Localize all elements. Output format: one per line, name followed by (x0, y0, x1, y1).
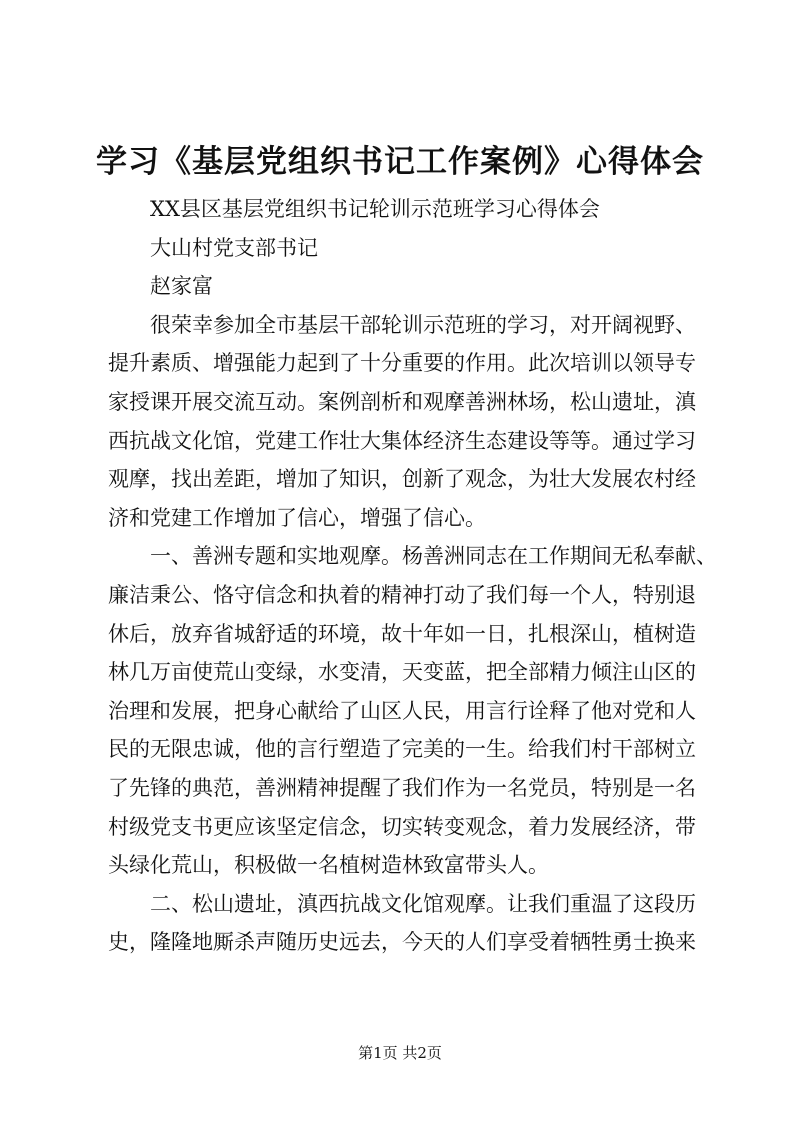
paragraph-1-line: 观摩，找出差距，增加了知识，创新了观念，为壮大发展农村经 (108, 467, 696, 492)
paragraph-3-line: 二、松山遗址，滇西抗战文化馆观摩。让我们重温了这段历 (150, 891, 696, 916)
page-footer: 第1页 共2页 (358, 1044, 442, 1062)
paragraph-1-line: 很荣幸参加全市基层干部轮训示范班的学习，对开阔视野、 (150, 312, 696, 337)
document-body (108, 190, 718, 962)
paragraph-1-line: 西抗战文化馆，党建工作壮大集体经济生态建设等等。通过学习 (108, 428, 696, 453)
paragraph-3-line: 史，隆隆地厮杀声随历史远去，今天的人们享受着牺牲勇士换来 (108, 930, 696, 955)
author-position: 大山村党支部书记 (150, 235, 318, 260)
paragraph-2-line: 廉洁秉公、恪守信念和执着的精神打动了我们每一个人，特别退 (108, 582, 696, 607)
subtitle: XX县区基层党组织书记轮训示范班学习心得体会 (150, 197, 600, 221)
paragraph-1-line: 济和党建工作增加了信心，增强了信心。 (108, 505, 486, 530)
paragraph-2-line: 林几万亩使荒山变绿，水变清，天变蓝，把全部精力倾注山区的 (108, 660, 696, 685)
paragraph-2-line: 一、善洲专题和实地观摩。杨善洲同志在工作期间无私奉献、 (150, 544, 717, 569)
paragraph-1-line: 家授课开展交流互动。案例剖析和观摩善洲林场，松山遗址，滇 (108, 389, 696, 414)
author-name: 赵家富 (150, 274, 213, 299)
paragraph-2-line: 头绿化荒山，积极做一名植树造林致富带头人。 (108, 853, 549, 878)
paragraph-2-line: 休后，放弃省城舒适的环境，故十年如一日，扎根深山，植树造 (108, 621, 696, 646)
paragraph-2-line: 治理和发展，把身心献给了山区人民，用言行诠释了他对党和人 (108, 698, 696, 723)
paragraph-2-line: 民的无限忠诚，他的言行塑造了完美的一生。给我们村干部树立 (108, 737, 696, 762)
paragraph-2-line: 村级党支书更应该坚定信念，切实转变观念，着力发展经济，带 (108, 814, 696, 839)
paragraph-1-line: 提升素质、增强能力起到了十分重要的作用。此次培训以领导专 (108, 351, 696, 376)
document-title: 学习《基层党组织书记工作案例》心得体会 (96, 144, 704, 180)
paragraph-2-line: 了先锋的典范，善洲精神提醒了我们作为一名党员，特别是一名 (108, 775, 696, 800)
